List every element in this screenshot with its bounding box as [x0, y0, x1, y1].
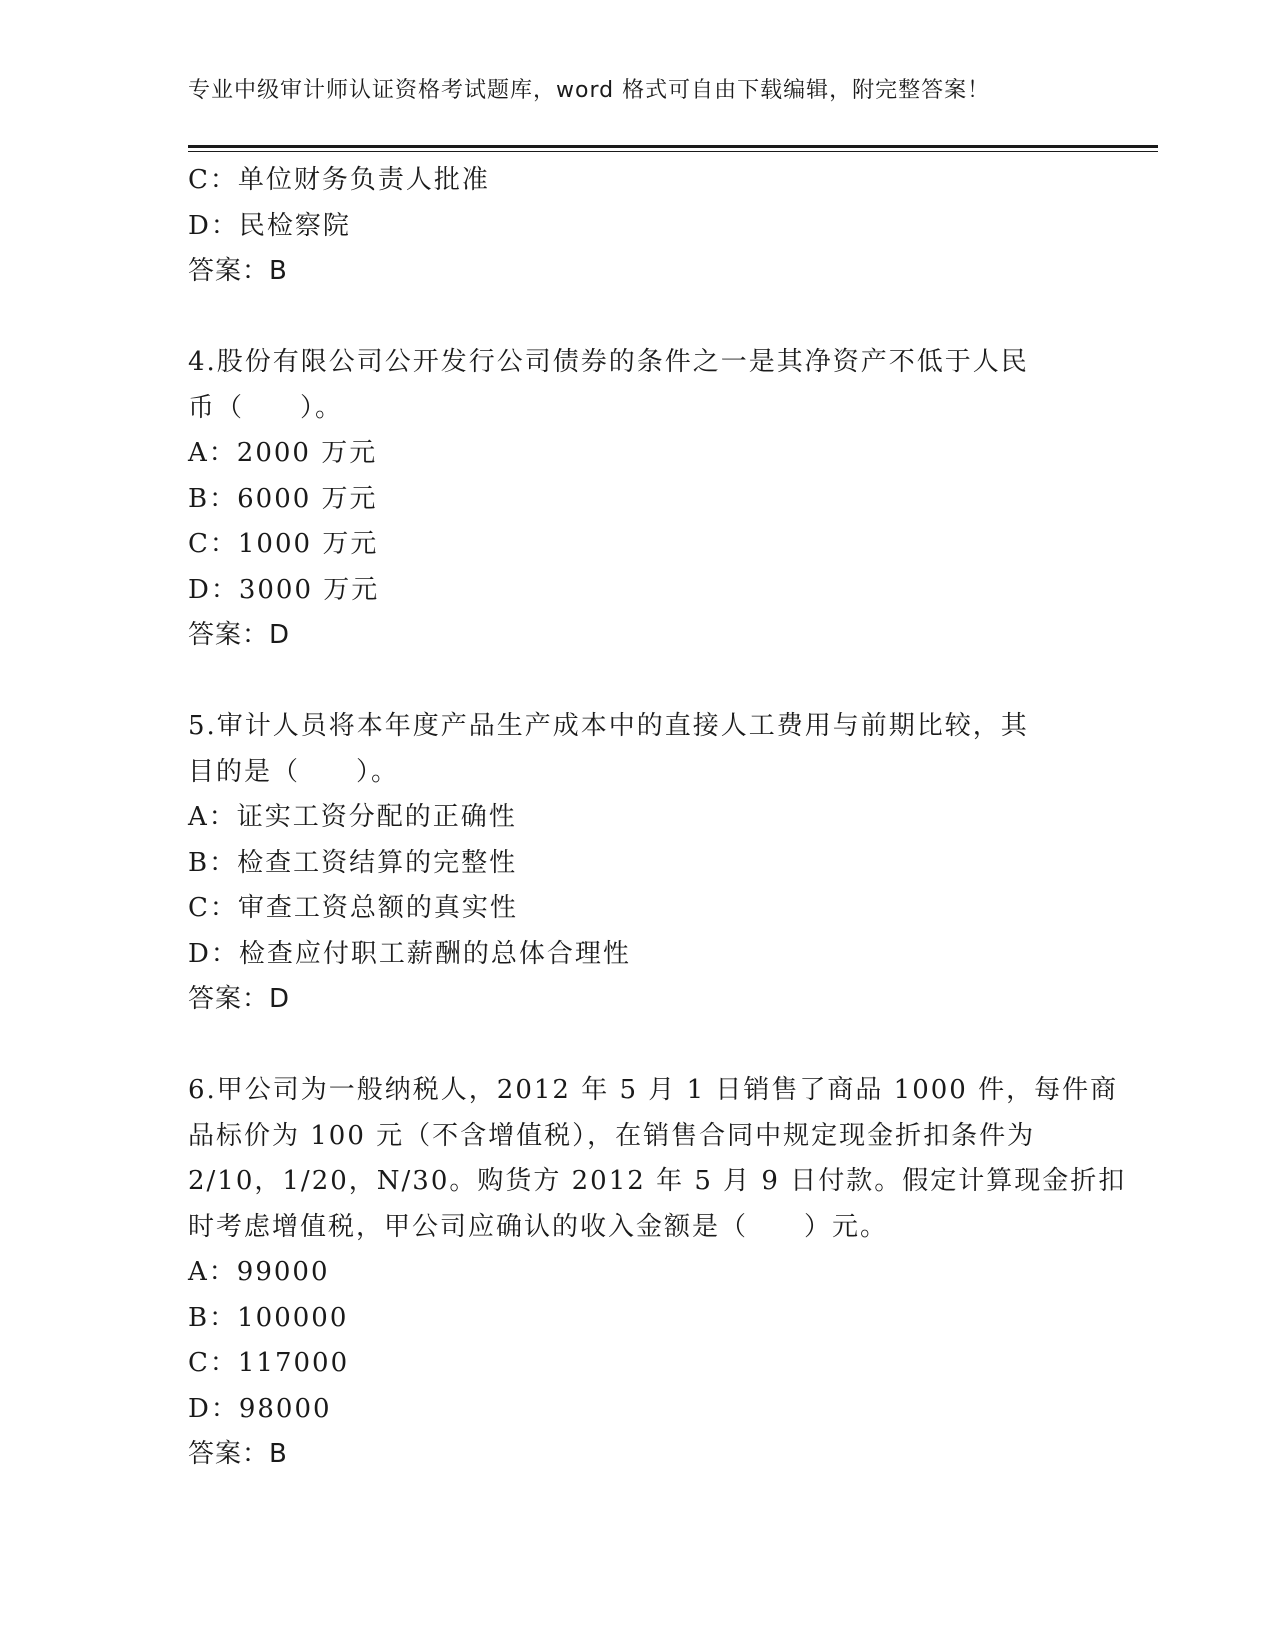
option-c: C：117000: [188, 1348, 350, 1378]
question-5: [188, 704, 1088, 1023]
spacer: [188, 1023, 1088, 1069]
question-stem: 2/10，1/20，N/30。购货方 2012 年 5 月 9 日付款。假定计算现金折扣: [188, 1166, 1127, 1196]
question-stem: 币（ ）。: [188, 392, 344, 423]
option-c: C：单位财务负责人批准: [188, 165, 490, 195]
header-rule-thin: [188, 151, 1158, 152]
answer: 答案：B: [188, 1439, 288, 1469]
header-rule-thick: [188, 145, 1158, 148]
answer: 答案：D: [188, 984, 291, 1014]
question-list: [188, 158, 1127, 1478]
option-b: B：6000 万元: [188, 483, 378, 514]
question-stem: 时考虑增值税，甲公司应确认的收入金额是（ ）元。: [188, 1211, 889, 1242]
option-d: D：3000 万元: [188, 574, 380, 605]
question-stem: 品标价为 100 元（不含增值税），在销售合同中规定现金折扣条件为: [188, 1120, 1036, 1151]
answer: 答案：B: [188, 256, 288, 286]
option-b: B：检查工资结算的完整性: [188, 847, 518, 878]
option-d: D：98000: [188, 1393, 332, 1424]
option-a: A：2000 万元: [188, 438, 378, 468]
option-a: A：99000: [188, 1257, 330, 1287]
question-stem: 目的是（ ）。: [188, 756, 400, 787]
option-d: D：民检察院: [188, 210, 351, 241]
page-header: 专业中级审计师认证资格考试题库，word 格式可自由下载编辑，附完整答案！: [188, 78, 991, 103]
answer: 答案：D: [188, 620, 291, 650]
option-d: D：检查应付职工薪酬的总体合理性: [188, 938, 631, 969]
option-c: C：审查工资总额的真实性: [188, 893, 518, 923]
spacer: [188, 295, 1088, 341]
question-6: [188, 1068, 1127, 1478]
spacer: [188, 659, 1088, 705]
question-4: [188, 340, 1088, 659]
question-3-tail: [188, 158, 1088, 295]
question-stem: 4.股份有限公司公开发行公司债券的条件之一是其净资产不低于人民: [188, 347, 1029, 377]
option-b: B：100000: [188, 1302, 349, 1333]
question-stem: 5.审计人员将本年度产品生产成本中的直接人工费用与前期比较，其: [188, 711, 1029, 741]
option-a: A：证实工资分配的正确性: [188, 802, 517, 832]
question-stem: 6.甲公司为一般纳税人，2012 年 5 月 1 日销售了商品 1000 件，每件商: [188, 1075, 1119, 1105]
option-c: C：1000 万元: [188, 529, 379, 559]
